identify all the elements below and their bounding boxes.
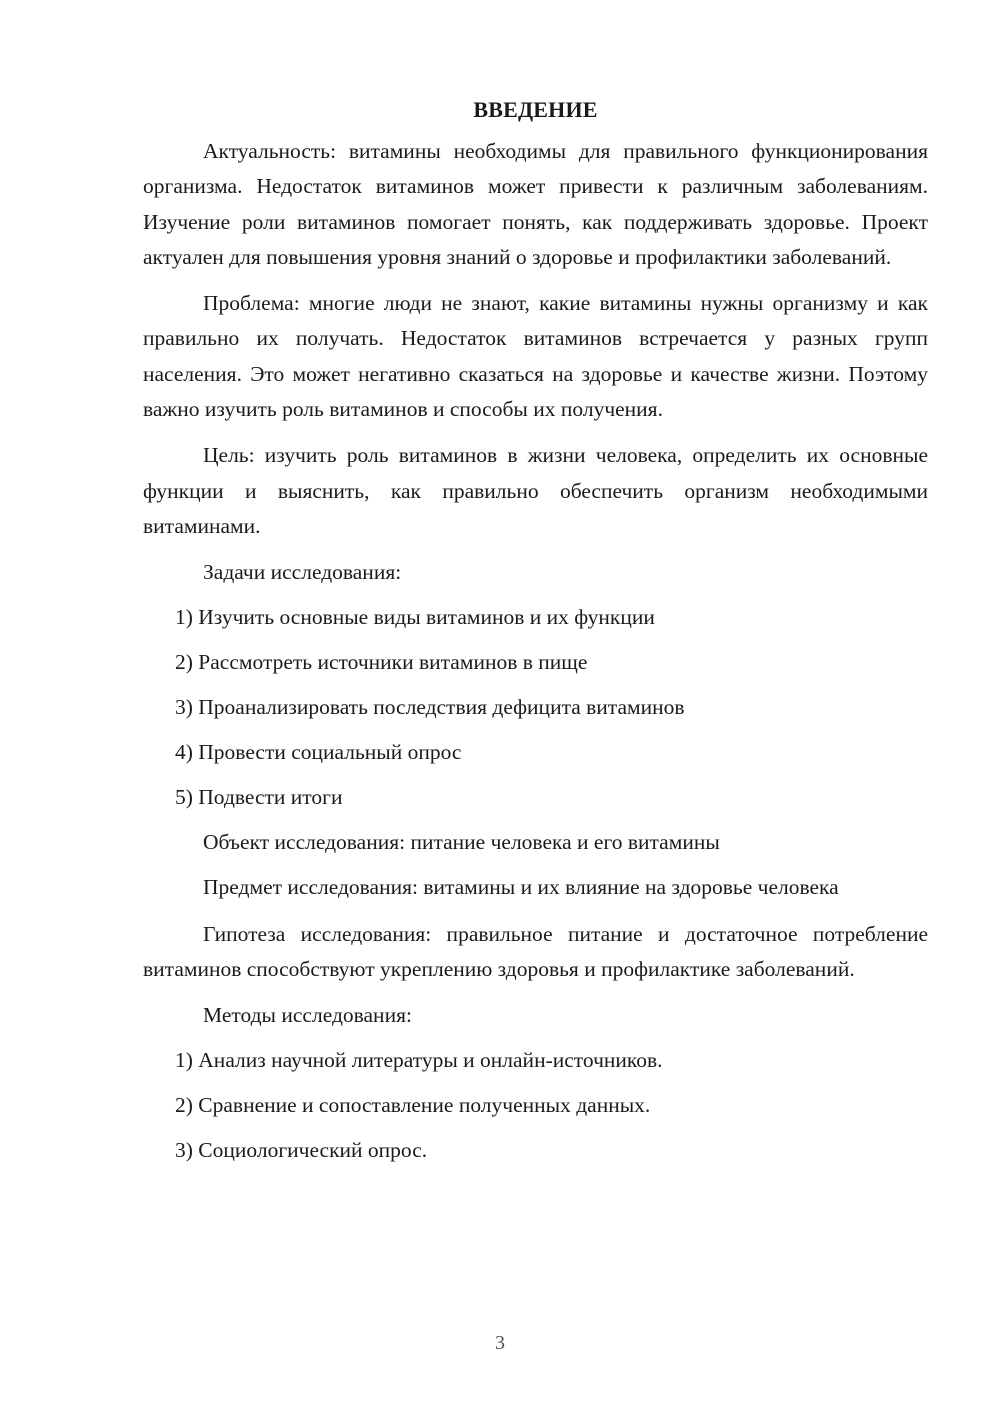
method-item: 1) Анализ научной литературы и онлайн-источников. [175, 1048, 663, 1073]
task-item: 1) Изучить основные виды витаминов и их функции [175, 605, 655, 630]
hypothesis-paragraph: Гипотеза исследования: правильное питание и достаточное потребление витаминов способствуют укреплению здоровья и профилактике заболеваний. [143, 921, 928, 981]
method-item: 3) Социологический опрос. [175, 1138, 428, 1163]
relevance-paragraph: Актуальность: витамины необходимы для правильного функционирования организма. Недостаток витаминов может привести к различным заболеваниям. Изучение роли витаминов помогает понять, как поддерживать здоровье. Проект актуален для повышения уровня знаний о здоровье и профилактики заболеваний. [143, 139, 928, 269]
document-page [143, 92, 928, 1178]
object-line: Объект исследования: питание человека и его витамины [203, 830, 720, 855]
task-item: 4) Провести социальный опрос [175, 740, 462, 765]
subject-paragraph: Предмет исследования: витамины и их влияние на здоровье человека [203, 875, 839, 900]
methods-heading: Методы исследования: [203, 1003, 412, 1028]
task-item: 2) Рассмотреть источники витаминов в пище [175, 650, 588, 675]
method-item: 2) Сравнение и сопоставление полученных данных. [175, 1093, 651, 1118]
task-item: 3) Проанализировать последствия дефицита витаминов [175, 695, 685, 720]
tasks-heading: Задачи исследования: [203, 560, 402, 585]
page-number: 3 [495, 1332, 505, 1354]
goal-paragraph: Цель: изучить роль витаминов в жизни человека, определить их основные функции и выяснить, как правильно обеспечить организм необходимыми витаминами. [143, 443, 928, 538]
section-title: ВВЕДЕНИЕ [473, 97, 598, 122]
task-item: 5) Подвести итоги [175, 785, 343, 810]
problem-paragraph: Проблема: многие люди не знают, какие витамины нужны организму и как правильно их получать. Недостаток витаминов встречается у разных групп населения. Это может негативно сказаться на здоровье и качестве жизни. Поэтому важно изучить роль витаминов и способы их получения. [143, 291, 928, 422]
